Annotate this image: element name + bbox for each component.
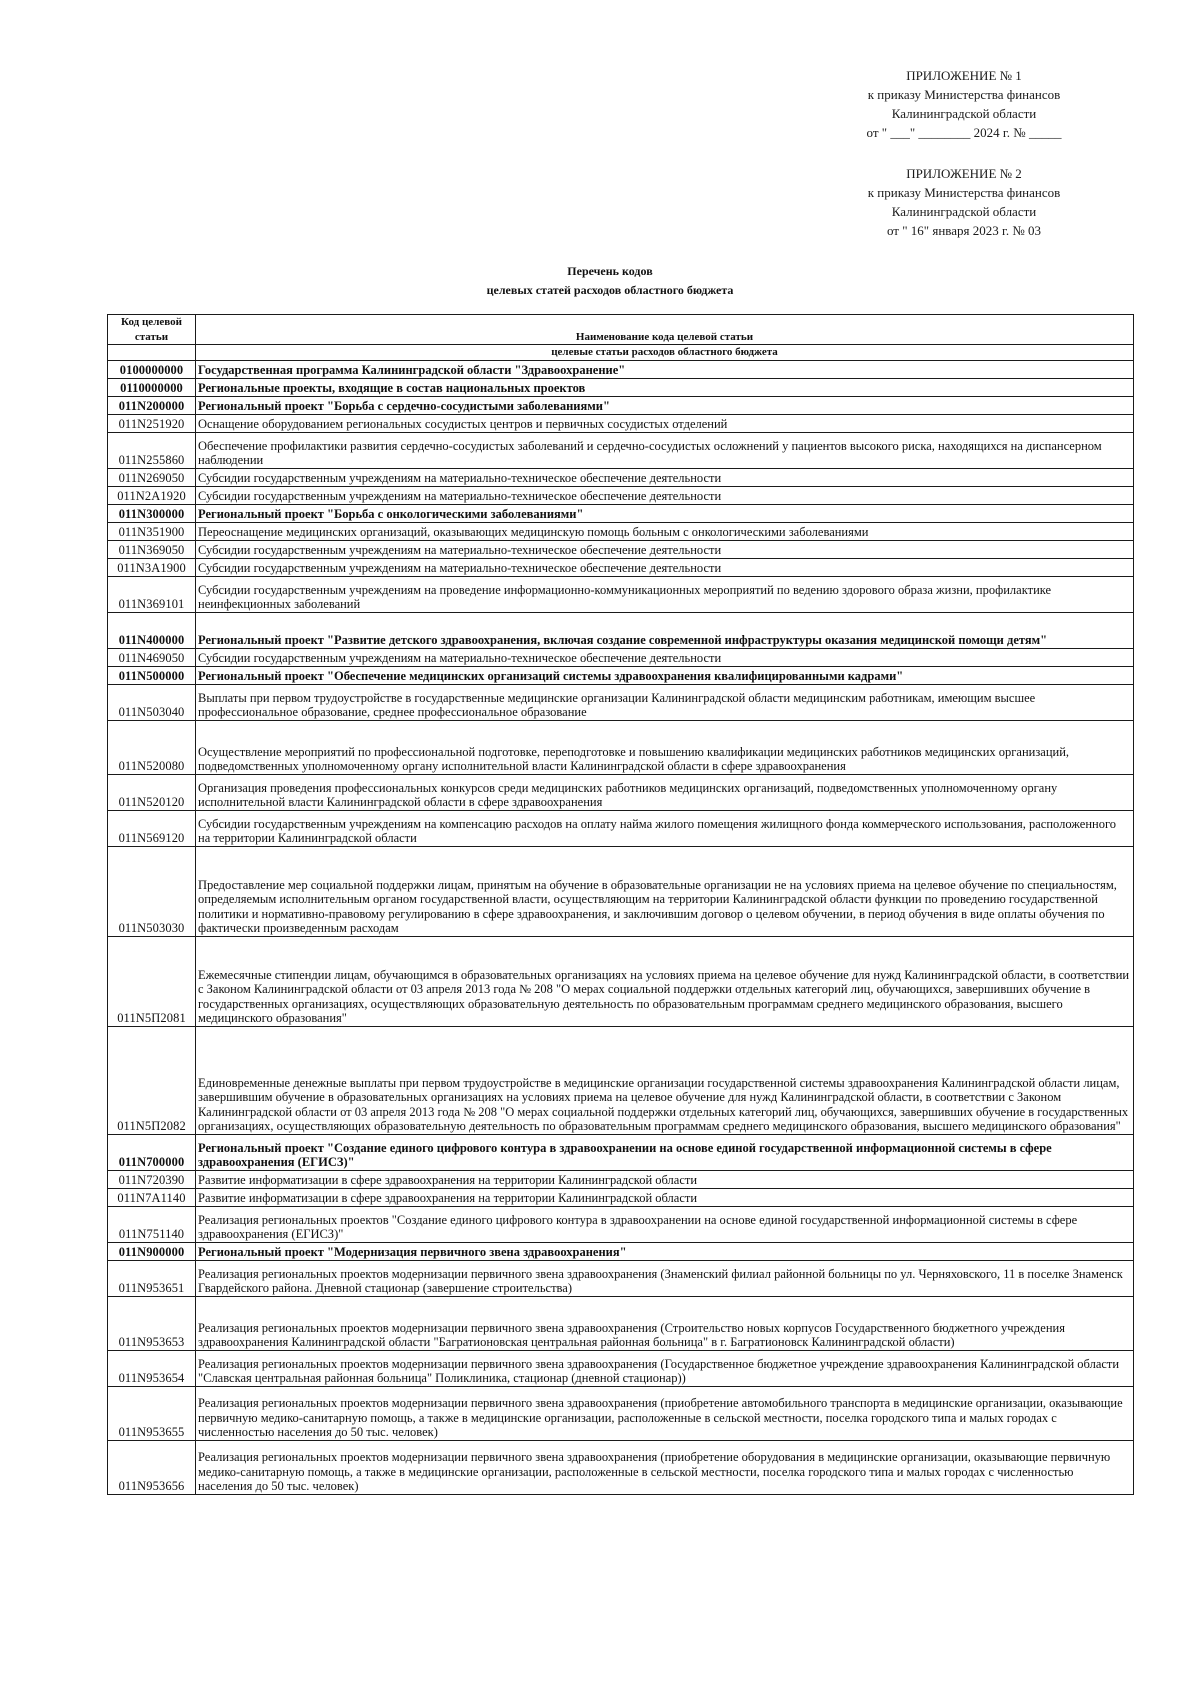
table-row — [108, 1296, 1134, 1350]
table-row — [108, 1134, 1134, 1170]
target-name-cell: Реализация региональных проектов модернизации первичного звена здравоохранения (приобретение оборудования в медицинские организации, оказывающие первичную медико-санитарную помощь, а также в медицинские организации, расположенные в сельской местности, поселка городского типа и малых городах с численностью населения до 50 тыс. человек) — [196, 1440, 1134, 1494]
table-row — [108, 846, 1134, 936]
target-name-cell: Осуществление мероприятий по профессиональной подготовке, переподготовке и повышению квалификации медицинских работников медицинских организаций, подведомственных уполномоченному органу исполнительной власти Калининградской области в сфере здравоохранения — [196, 720, 1134, 774]
table-row — [108, 432, 1134, 468]
target-code-cell: 011N2A1920 — [108, 486, 196, 504]
appendix-1-line2: Калининградской области — [891, 106, 1037, 121]
target-name-cell: Субсидии государственным учреждениям на проведение информационно-коммуникационных мероприятий по ведению здорового образа жизни, профилактике неинфекционных заболеваний — [196, 576, 1134, 612]
target-name-cell: Государственная программа Калининградской области "Здравоохранение" — [196, 360, 1134, 378]
target-code-cell: 011N503030 — [108, 846, 196, 936]
target-code-cell: 011N520120 — [108, 774, 196, 810]
target-name-cell: Развитие информатизации в сфере здравоохранения на территории Калининградской области — [196, 1188, 1134, 1206]
target-code-cell: 011N700000 — [108, 1134, 196, 1170]
target-code-cell: 011N7A1140 — [108, 1188, 196, 1206]
table-row — [108, 396, 1134, 414]
target-code-cell: 011N953653 — [108, 1296, 196, 1350]
table-row — [108, 1206, 1134, 1242]
target-name-cell: Субсидии государственным учреждениям на материально-техническое обеспечение деятельности — [196, 486, 1134, 504]
target-name-cell: Региональный проект "Обеспечение медицинских организаций системы здравоохранения квалифицированными кадрами" — [196, 666, 1134, 684]
target-name-cell: Организация проведения профессиональных конкурсов среди медицинских работников медицинских организаций, подведомственных уполномоченному органу исполнительной власти Калининградской области в сфере здравоохранения — [196, 774, 1134, 810]
target-code-cell: 011N351900 — [108, 522, 196, 540]
target-code-cell: 011N469050 — [108, 648, 196, 666]
target-name-cell: Реализация региональных проектов модернизации первичного звена здравоохранения (Государственное бюджетное учреждение здравоохранения Калининградской области "Славская центральная районная больница" Поликлиника, стационар (дневной стационар)) — [196, 1350, 1134, 1386]
target-code-cell: 011N900000 — [108, 1242, 196, 1260]
appendix-2-line1: к приказу Министерства финансов — [867, 185, 1061, 200]
table-row — [108, 360, 1134, 378]
target-code-cell: 0110000000 — [108, 378, 196, 396]
table-row — [108, 576, 1134, 612]
table-row — [108, 1188, 1134, 1206]
target-code-cell: 011N569120 — [108, 810, 196, 846]
target-code-cell: 011N3A1900 — [108, 558, 196, 576]
target-codes-table — [107, 314, 1134, 1495]
table-row — [108, 774, 1134, 810]
table-row — [108, 1386, 1134, 1440]
table-row — [108, 648, 1134, 666]
table-body — [108, 360, 1134, 1494]
table-row — [108, 468, 1134, 486]
target-name-cell: Региональные проекты, входящие в состав национальных проектов — [196, 378, 1134, 396]
target-name-cell: Субсидии государственным учреждениям на компенсацию расходов на оплату найма жилого помещения жилищного фонда коммерческого использования, расположенного на территории Калининградской области — [196, 810, 1134, 846]
table-row — [108, 810, 1134, 846]
target-name-cell: Реализация региональных проектов "Создание единого цифрового контура в здравоохранении на основе единой государственной информационной системы в сфере здравоохранения (ЕГИСЗ)" — [196, 1206, 1134, 1242]
target-name-cell: Региональный проект "Развитие детского здравоохранения, включая создание современной инфраструктуры оказания медицинской помощи детям" — [196, 612, 1134, 648]
target-code-cell: 011N500000 — [108, 666, 196, 684]
target-name-cell: Субсидии государственным учреждениям на материально-техническое обеспечение деятельности — [196, 648, 1134, 666]
table-row — [108, 612, 1134, 648]
appendix-1-line1: к приказу Министерства финансов — [867, 87, 1061, 102]
target-name-cell: Обеспечение профилактики развития сердечно-сосудистых заболеваний и сердечно-сосудистых осложнений у пациентов высокого риска, находящихся на диспансерном наблюдении — [196, 432, 1134, 468]
target-code-cell: 011N953651 — [108, 1260, 196, 1296]
table-row — [108, 522, 1134, 540]
appendix-2-header — [824, 164, 1104, 240]
target-code-cell: 011N953654 — [108, 1350, 196, 1386]
document-title — [400, 262, 820, 300]
document-title-line2: целевых статей расходов областного бюджета — [486, 283, 734, 297]
table-row — [108, 1026, 1134, 1134]
appendix-2-date-line: от " 16" января 2023 г. № 03 — [886, 223, 1042, 238]
target-code-cell: 011N953655 — [108, 1386, 196, 1440]
target-name-cell: Субсидии государственным учреждениям на материально-техническое обеспечение деятельности — [196, 558, 1134, 576]
table-row — [108, 540, 1134, 558]
table-row — [108, 414, 1134, 432]
target-code-cell: 011N520080 — [108, 720, 196, 774]
target-code-cell: 011N400000 — [108, 612, 196, 648]
table-row — [108, 378, 1134, 396]
table-row — [108, 1440, 1134, 1494]
target-name-cell: Переоснащение медицинских организаций, оказывающих медицинскую помощь больным с онкологическими заболеваниями — [196, 522, 1134, 540]
target-name-cell: Предоставление мер социальной поддержки лицам, принятым на обучение в образовательные организации не на условиях приема на целевое обучение по специальностям, определяемым исполнительным органом государственной власти, осуществляющим на территории Калининградской области функции по проведению государственной политики и нормативно-правовому регулированию в сфере здравоохранения, и заключившим договор о целевом обучении, в период обучения в виде оплаты обучения по фактически произведенным расходам — [196, 846, 1134, 936]
appendix-1-header — [824, 66, 1104, 142]
table-row — [108, 720, 1134, 774]
target-code-cell: 011N5П2082 — [108, 1026, 196, 1134]
target-code-cell: 0100000000 — [108, 360, 196, 378]
table-row — [108, 666, 1134, 684]
table-row — [108, 1350, 1134, 1386]
target-code-cell: 011N369050 — [108, 540, 196, 558]
target-code-cell: 011N503040 — [108, 684, 196, 720]
target-code-cell: 011N751140 — [108, 1206, 196, 1242]
target-code-cell: 011N200000 — [108, 396, 196, 414]
target-code-cell: 011N369101 — [108, 576, 196, 612]
column-header-code: Код целевой статьи — [108, 315, 196, 345]
target-name-cell: Единовременные денежные выплаты при первом трудоустройстве в медицинские организации государственной системы здравоохранения Калининградской области лицам, завершившим обучение в образовательных организациях на условиях приема на целевое обучение для нужд Калининградской области, в соответствии с Законом Калининградской области от 03 апреля 2013 года № 208 "О мерах социальной поддержки отдельных категорий лиц, обучающихся, завершивших обучение в государственных организациях, осуществляющих образовательную деятельность по образовательным программам среднего медицинского образования, высшего медицинского образования" — [196, 1026, 1134, 1134]
table-header-row — [108, 315, 1134, 345]
target-name-cell: Субсидии государственным учреждениям на материально-техническое обеспечение деятельности — [196, 468, 1134, 486]
table-subheader-row — [108, 345, 1134, 361]
target-name-cell: Развитие информатизации в сфере здравоохранения на территории Калининградской области — [196, 1170, 1134, 1188]
table-subheader: целевые статьи расходов областного бюджета — [196, 345, 1134, 361]
target-name-cell: Региональный проект "Борьба с онкологическими заболеваниями" — [196, 504, 1134, 522]
table-row — [108, 558, 1134, 576]
target-code-cell: 011N953656 — [108, 1440, 196, 1494]
target-name-cell: Оснащение оборудованием региональных сосудистых центров и первичных сосудистых отделений — [196, 414, 1134, 432]
target-code-cell: 011N300000 — [108, 504, 196, 522]
target-code-cell: 011N255860 — [108, 432, 196, 468]
table-row — [108, 1260, 1134, 1296]
appendix-1-date-line: от " ___" ________ 2024 г. № _____ — [866, 125, 1062, 140]
appendix-2-line2: Калининградской области — [891, 204, 1037, 219]
target-code-cell: 011N269050 — [108, 468, 196, 486]
target-name-cell: Реализация региональных проектов модернизации первичного звена здравоохранения (Знаменский филиал районной больницы по ул. Черняховского, 11 в поселке Знаменск Гвардейского района. Дневной стационар (завершение строительства) — [196, 1260, 1134, 1296]
target-name-cell: Реализация региональных проектов модернизации первичного звена здравоохранения (Строительство новых корпусов Государственного бюджетного учреждения здравоохранения Калининградской области "Багратионовская центральная районная больница" в г. Багратионовск Калининградской области) — [196, 1296, 1134, 1350]
appendix-2-title: ПРИЛОЖЕНИЕ № 2 — [906, 166, 1022, 181]
appendix-1-title: ПРИЛОЖЕНИЕ № 1 — [906, 68, 1022, 83]
target-name-cell: Реализация региональных проектов модернизации первичного звена здравоохранения (приобретение автомобильного транспорта в медицинские организации, оказывающие первичную медико-санитарную помощь, а также в медицинские организации, расположенные в сельской местности, поселка городского типа и малых городах с численностью населения до 50 тыс. человек) — [196, 1386, 1134, 1440]
target-code-cell: 011N251920 — [108, 414, 196, 432]
target-code-cell: 011N5П2081 — [108, 936, 196, 1026]
document-title-line1: Перечень кодов — [567, 264, 653, 278]
target-code-cell: 011N720390 — [108, 1170, 196, 1188]
column-header-name: Наименование кода целевой статьи — [196, 315, 1134, 345]
target-name-cell: Субсидии государственным учреждениям на материально-техническое обеспечение деятельности — [196, 540, 1134, 558]
table-row — [108, 1170, 1134, 1188]
target-name-cell: Региональный проект "Борьба с сердечно-сосудистыми заболеваниями" — [196, 396, 1134, 414]
table-row — [108, 936, 1134, 1026]
target-name-cell: Региональный проект "Создание единого цифрового контура в здравоохранении на основе единой государственной информационной системы в сфере здравоохранения (ЕГИСЗ)" — [196, 1134, 1134, 1170]
subheader-empty-cell — [108, 345, 196, 361]
table-row — [108, 486, 1134, 504]
table-row — [108, 684, 1134, 720]
target-name-cell: Региональный проект "Модернизация первичного звена здравоохранения" — [196, 1242, 1134, 1260]
target-name-cell: Выплаты при первом трудоустройстве в государственные медицинские организации Калининградской области медицинским работникам, имеющим высшее профессиональное образование, среднее профессиональное образование — [196, 684, 1134, 720]
table-row — [108, 1242, 1134, 1260]
target-name-cell: Ежемесячные стипендии лицам, обучающимся в образовательных организациях на условиях приема на целевое обучение для нужд Калининградской области, в соответствии с Законом Калининградской области от 03 апреля 2013 года № 208 "О мерах социальной поддержки отдельных категорий лиц, обучающихся, завершивших обучение в государственных организациях, осуществляющих образовательную деятельность по образовательным программам среднего медицинского образования, высшего медицинского образования" — [196, 936, 1134, 1026]
table-row — [108, 504, 1134, 522]
